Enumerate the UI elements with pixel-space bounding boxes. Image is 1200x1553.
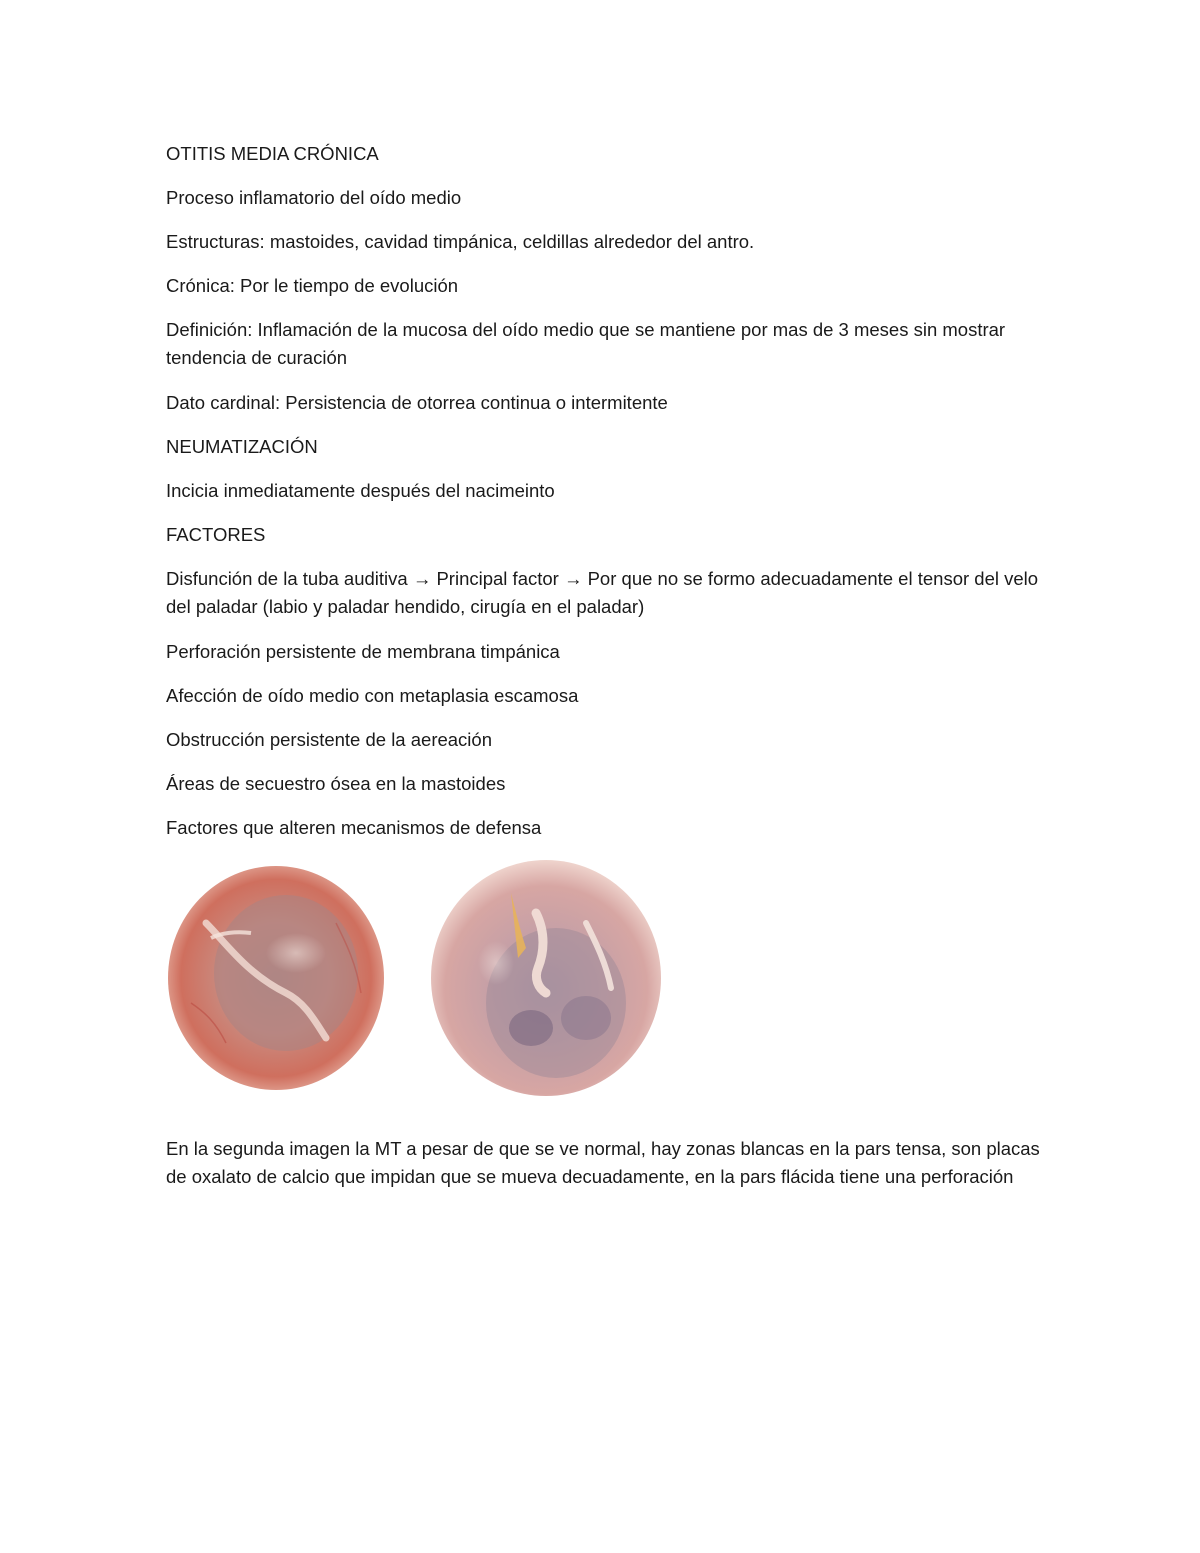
paragraph: Definición: Inflamación de la mucosa del oído medio que se mantiene por mas de 3 meses sin mostrar tendencia de curación bbox=[166, 319, 1011, 368]
list-item: Disfunción de la tuba auditiva → Principal factor → Por que no se formo adecuadamente el tensor del velo del paladar (labio y paladar hendido, cirugía en el paladar) bbox=[166, 568, 1044, 617]
paragraph: Estructuras: mastoides, cavidad timpánica, celdillas alrededor del antro. bbox=[166, 231, 755, 252]
page-title: OTITIS MEDIA CRÓNICA bbox=[166, 143, 379, 164]
otoscopy-images bbox=[166, 853, 666, 1113]
otoscopy-image-1 bbox=[168, 866, 384, 1090]
paragraph: Crónica: Por le tiempo de evolución bbox=[166, 275, 459, 296]
paragraph: Dato cardinal: Persistencia de otorrea continua o intermitente bbox=[166, 392, 668, 413]
section-heading-factores: FACTORES bbox=[166, 524, 266, 545]
otoscopy-figure bbox=[166, 853, 666, 1113]
paragraph: Incicia inmediatamente después del nacimeinto bbox=[166, 480, 555, 501]
paragraph: Proceso inflamatorio del oído medio bbox=[166, 187, 462, 208]
list-item: Perforación persistente de membrana timpánica bbox=[166, 641, 560, 662]
caption: En la segunda imagen la MT a pesar de que se ve normal, hay zonas blancas en la pars tensa, son placas de oxalato de calcio que impidan que se mueva decuadamente, en la pars flácida tiene una perforación bbox=[166, 1138, 1045, 1187]
list-item: Obstrucción persistente de la aereación bbox=[166, 729, 492, 750]
otoscopy-image-2 bbox=[431, 860, 661, 1096]
list-item: Áreas de secuestro ósea en la mastoides bbox=[166, 773, 506, 794]
list-item: Factores que alteren mecanismos de defensa bbox=[166, 817, 542, 838]
list-item: Afección de oído medio con metaplasia escamosa bbox=[166, 685, 579, 706]
section-heading-neumatizacion: NEUMATIZACIÓN bbox=[166, 436, 318, 457]
